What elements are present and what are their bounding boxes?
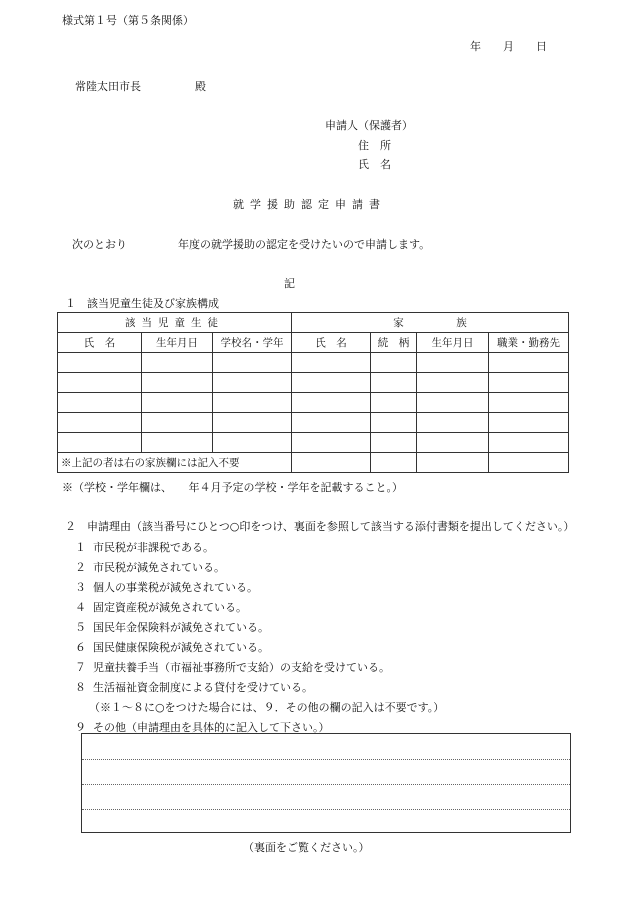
table-cell[interactable] — [417, 433, 489, 453]
table-cell[interactable] — [142, 393, 213, 413]
applicant-address-label: 住 所 — [358, 139, 391, 152]
footer-note: （裏面をご覧ください。） — [243, 841, 370, 854]
table-row — [58, 413, 569, 433]
reason-item[interactable] — [75, 598, 444, 618]
table-cell[interactable] — [489, 413, 569, 433]
table-cell[interactable] — [213, 353, 292, 373]
table-cell[interactable] — [489, 353, 569, 373]
table-cell[interactable] — [371, 433, 417, 453]
table-cell[interactable] — [58, 353, 142, 373]
col-family-birthdate: 生年月日 — [417, 333, 489, 353]
table-cell[interactable] — [371, 393, 417, 413]
table-cell[interactable] — [58, 433, 142, 453]
table-cell[interactable] — [292, 373, 371, 393]
reason-item[interactable] — [75, 578, 444, 598]
reason-number[interactable]: １ — [75, 541, 86, 554]
table-cell[interactable] — [142, 433, 213, 453]
addressee-honorific: 殿 — [195, 80, 206, 93]
reason-text: 国民年金保険料が減免されている。 — [93, 621, 269, 634]
applicant-name-label: 氏 名 — [358, 158, 391, 171]
form-number: 様式第１号（第５条関係） — [62, 14, 194, 27]
table-cell[interactable] — [213, 393, 292, 413]
date-field[interactable]: 年 月 日 — [470, 40, 547, 53]
reason-text: その他（申請理由を具体的に記入して下さい。） — [93, 721, 330, 734]
table-row — [58, 433, 569, 453]
table-cell[interactable] — [292, 413, 371, 433]
other-reason-textbox[interactable] — [81, 733, 571, 833]
table-cell[interactable] — [371, 373, 417, 393]
table-cell[interactable] — [489, 433, 569, 453]
table-footnote: ※上記の者は右の家族欄には記入不要 — [58, 453, 292, 473]
reason-text: 市民税が減免されている。 — [93, 561, 225, 574]
table-cell[interactable] — [417, 393, 489, 413]
table-cell[interactable] — [371, 453, 417, 473]
group-student-header: 該当児童生徒 — [58, 313, 292, 333]
reason-text: 児童扶養手当（市福祉事務所で支給）の支給を受けている。 — [93, 661, 390, 674]
reason-number[interactable]: ９ — [75, 721, 86, 734]
table-cell[interactable] — [58, 373, 142, 393]
reason-number[interactable]: ８ — [75, 681, 86, 694]
table-row — [58, 393, 569, 413]
ruled-line — [82, 784, 570, 785]
reason-item[interactable] — [75, 658, 444, 678]
reason-number[interactable]: ４ — [75, 601, 86, 614]
reason-number[interactable]: ５ — [75, 621, 86, 634]
group-family-header: 家 族 — [292, 313, 569, 333]
table-row — [58, 353, 569, 373]
reason-item[interactable] — [75, 538, 444, 558]
table-cell[interactable] — [142, 373, 213, 393]
table-cell[interactable] — [371, 413, 417, 433]
table-cell[interactable] — [417, 373, 489, 393]
reason-text: 個人の事業税が減免されている。 — [93, 581, 258, 594]
reason-number[interactable]: ３ — [75, 581, 86, 594]
table-cell[interactable] — [58, 413, 142, 433]
intro-text: 年度の就学援助の認定を受けたいので申請します。 — [178, 238, 431, 251]
col-school-grade: 学校名・学年 — [213, 333, 292, 353]
table-cell[interactable] — [417, 353, 489, 373]
table-cell[interactable] — [213, 373, 292, 393]
table-cell[interactable] — [292, 433, 371, 453]
table-column-header-row — [58, 333, 569, 353]
applicant-label: 申請人（保護者） — [325, 119, 413, 132]
reason-item[interactable] — [75, 638, 444, 658]
table-cell[interactable] — [292, 353, 371, 373]
reason-item[interactable] — [75, 558, 444, 578]
reason-text: 固定資産税が減免されている。 — [93, 601, 247, 614]
table-cell[interactable] — [142, 413, 213, 433]
ruled-line — [82, 809, 570, 810]
reasons-list — [75, 538, 444, 738]
reason-item[interactable] — [75, 618, 444, 638]
section2-heading: ２ 申請理由（該当番号にひとつ○印をつけ、裏面を参照して該当する添付書類を提出してください。） — [65, 520, 575, 533]
addressee-name: 常陸太田市長 — [75, 80, 141, 93]
reason-number[interactable]: ７ — [75, 661, 86, 674]
table-cell[interactable] — [292, 453, 371, 473]
table-cell[interactable] — [489, 393, 569, 413]
reason-text: 市民税が非課税である。 — [93, 541, 214, 554]
table-cell[interactable] — [142, 353, 213, 373]
family-table — [57, 312, 569, 473]
table-row — [58, 453, 569, 473]
table-cell[interactable] — [213, 433, 292, 453]
reasons-note: （※１～８に○をつけた場合には、９．その他の欄の記入は不要です。） — [89, 701, 445, 714]
section1-note: ※（学校・学年欄は、 年４月予定の学校・学年を記載すること。） — [62, 481, 403, 494]
reason-text: 生活福祉資金制度による貸付を受けている。 — [93, 681, 313, 694]
ki-mark: 記 — [284, 277, 295, 290]
intro-prefix: 次のとおり — [72, 238, 127, 251]
col-family-name: 氏 名 — [292, 333, 371, 353]
reason-number[interactable]: ２ — [75, 561, 86, 574]
ruled-line — [82, 759, 570, 760]
table-cell[interactable] — [417, 453, 489, 473]
reason-number[interactable]: ６ — [75, 641, 86, 654]
table-cell[interactable] — [489, 373, 569, 393]
section1-heading: １ 該当児童生徒及び家族構成 — [65, 297, 219, 310]
table-cell[interactable] — [213, 413, 292, 433]
table-cell[interactable] — [489, 453, 569, 473]
col-occupation: 職業・勤務先 — [489, 333, 569, 353]
table-cell[interactable] — [371, 353, 417, 373]
table-cell[interactable] — [292, 393, 371, 413]
col-relationship: 続 柄 — [371, 333, 417, 353]
table-row — [58, 373, 569, 393]
document-title: 就学援助認定申請書 — [233, 198, 386, 211]
table-cell[interactable] — [417, 413, 489, 433]
reason-item[interactable] — [75, 678, 444, 698]
col-student-name: 氏 名 — [58, 333, 142, 353]
table-group-header-row — [58, 313, 569, 333]
col-student-birthdate: 生年月日 — [142, 333, 213, 353]
reason-text: 国民健康保険税が減免されている。 — [93, 641, 269, 654]
table-cell[interactable] — [58, 393, 142, 413]
